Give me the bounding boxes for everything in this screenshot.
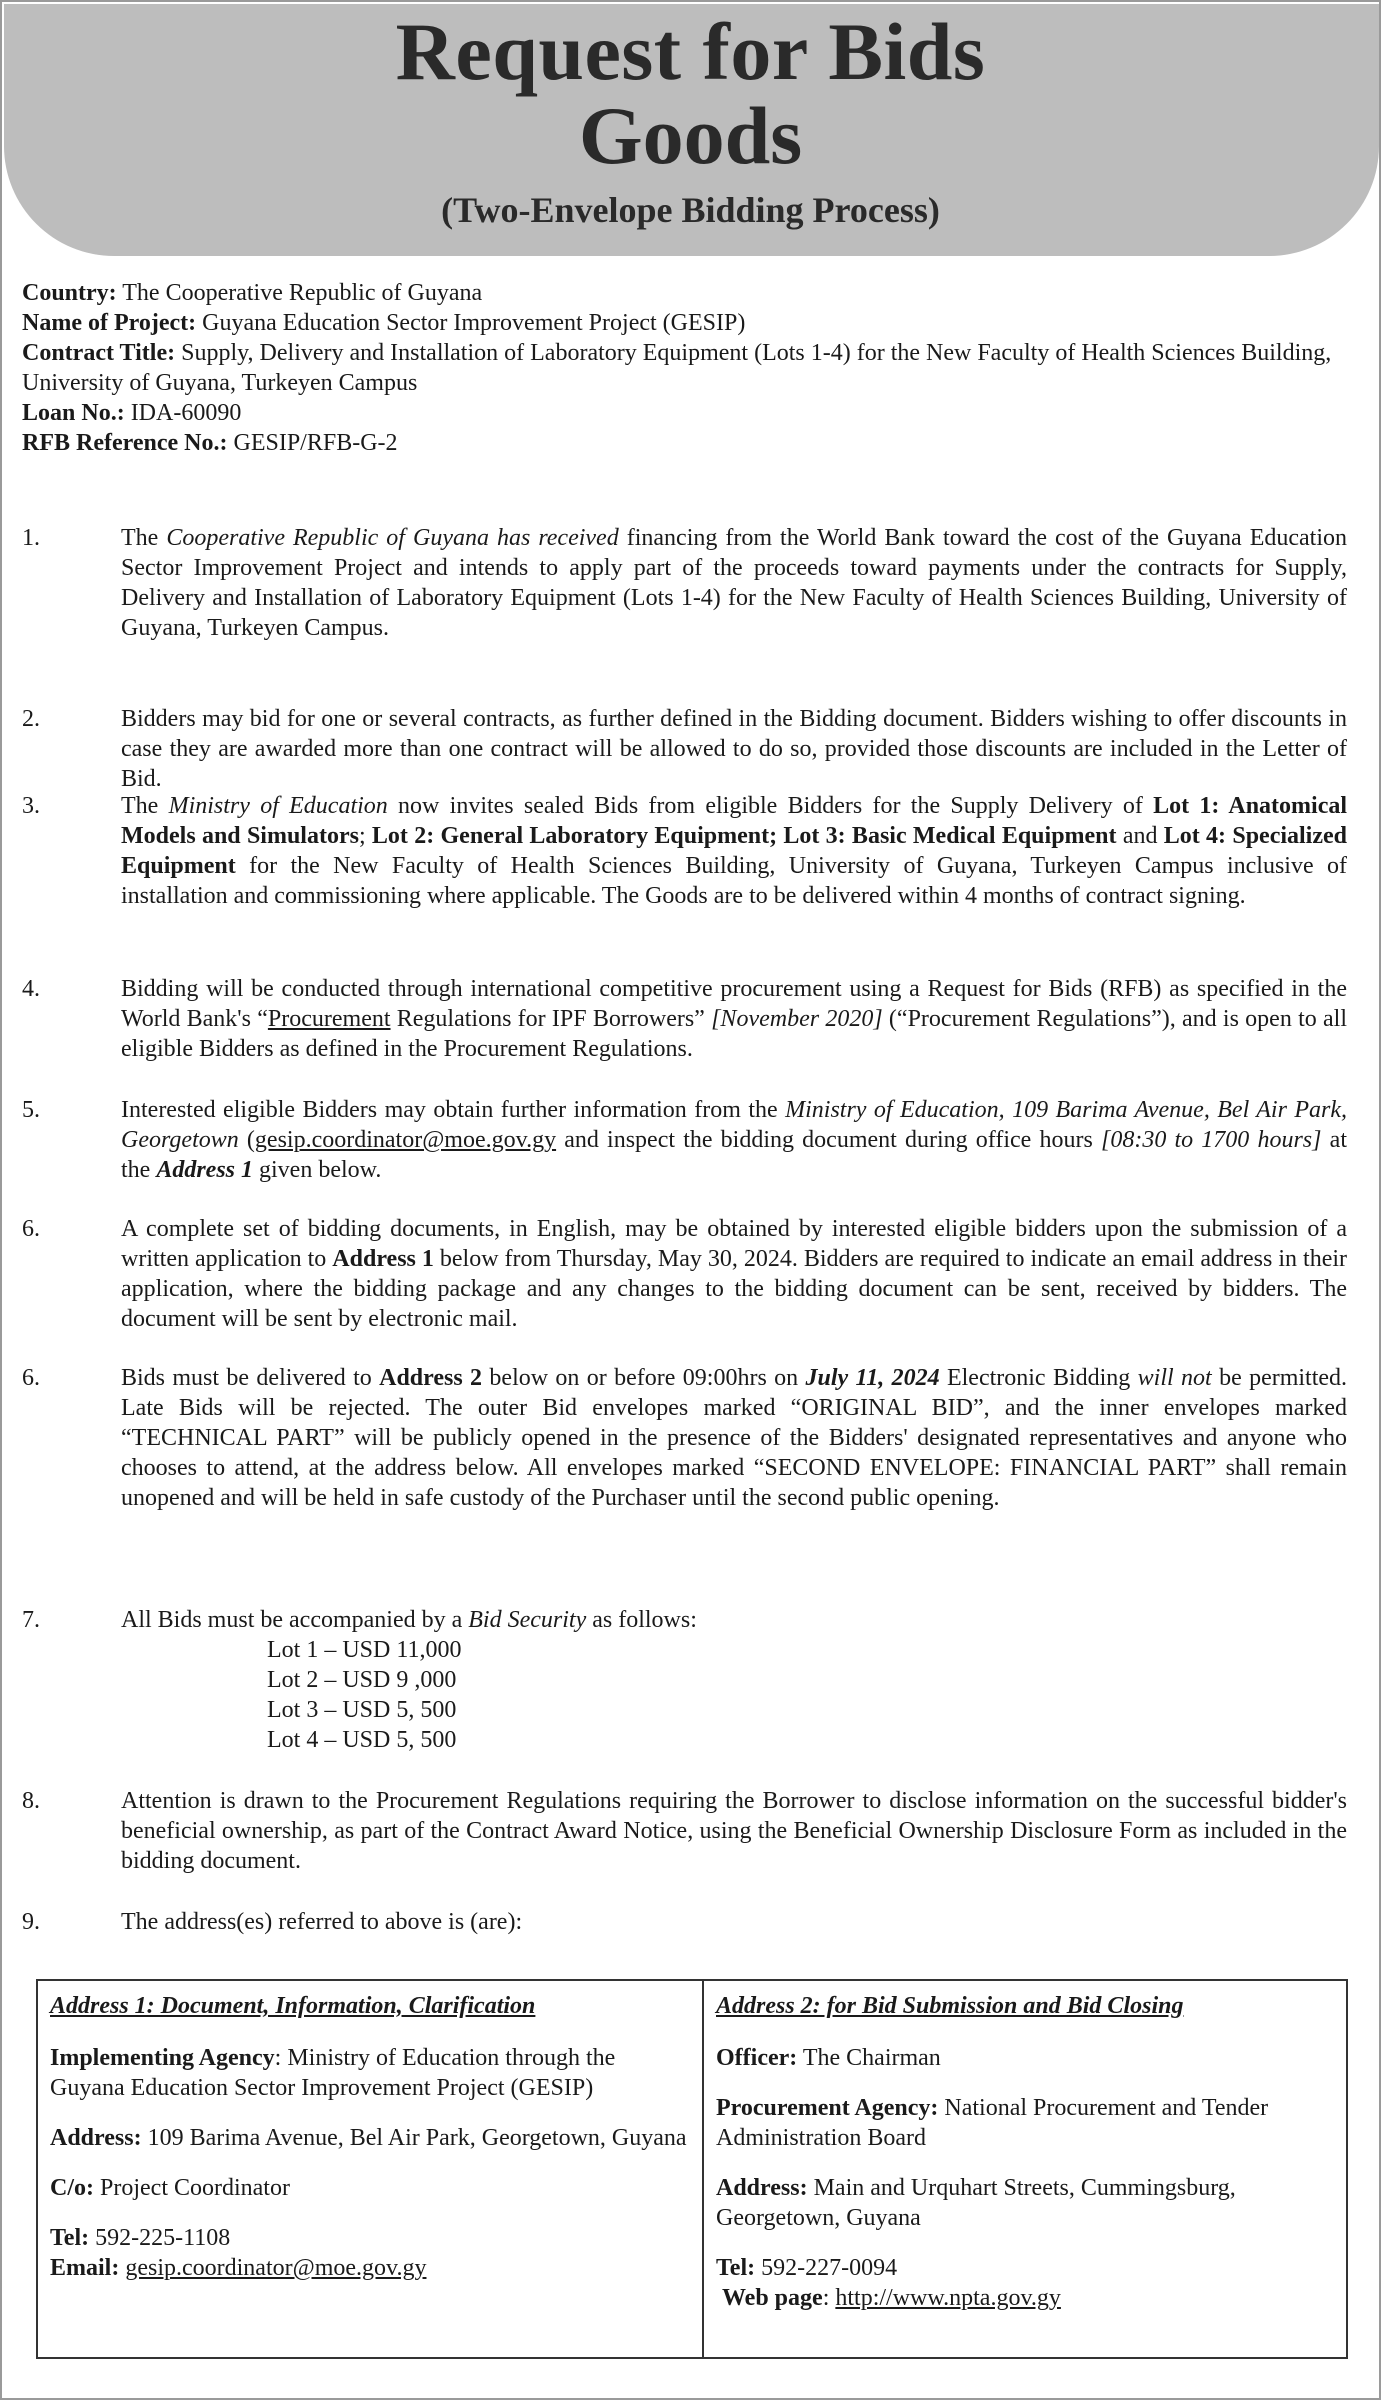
- coordinator-email-link[interactable]: gesip.coordinator@moe.gov.gy: [125, 2255, 427, 2281]
- page-title: Request for Bids: [395, 6, 986, 97]
- title-block: [2, 6, 1379, 232]
- project-details: [22, 278, 1362, 458]
- address-1-street: Address: 109 Barima Avenue, Bel Air Park, Georgetown, Guyana: [50, 2125, 687, 2151]
- paragraph-2: 2. Bidders may bid for one or several contracts, as further defined in the Bidding document. Bidders wishing to offer discounts in case they are awarded more than one contract will be allowed to do so, provided those discounts are included in the Letter of Bid.: [22, 706, 1347, 792]
- paragraph-8: 8. Attention is drawn to the Procurement Regulations requiring the Borrower to disclose information on the successful bidder's beneficial ownership, as part of the Contract Award Notice, using the Beneficial Ownership Disclosure Form as included in the bidding document.: [22, 1788, 1347, 1874]
- project-line: Name of Project: Guyana Education Sector Improvement Project (GESIP): [22, 310, 746, 336]
- paragraph-3: 3. The Ministry of Education now invites sealed Bids from eligible Bidders for the Supply Delivery of Lot 1: Anatomical Models and Simulators; Lot 2: General Laboratory Equipment; Lot 3: Basic Medical Equipment and Lot 4: Specialized Equipment for the New Faculty of Health Sciences Building, University of Guyana, Turkeyen Campus inclusive of installation and commissioning where applicable. The Goods are to be delivered within 4 months of contract signing.: [22, 793, 1348, 909]
- paragraph-6b: 6. Bids must be delivered to Address 2 below on or before 09:00hrs on July 11, 2024 Electronic Bidding will not be permitted. Late Bids will be rejected. The outer Bid envelopes marked “ORIGINAL BID”, and the inner envelopes marked “TECHNICAL PART” will be publicly opened in the presence of the Bidders' designated representatives and anyone who chooses to attend, at the address below. All envelopes marked “SECOND ENVELOPE: FINANCIAL PART” shall remain unopened and will be held in safe custody of the Purchaser until the second public opening.: [22, 1365, 1348, 1511]
- paragraph-6: 6. A complete set of bidding documents, in English, may be obtained by interested eligible bidders upon the submission of a written application to Address 1 below from Thursday, May 30, 2024. Bidders are required to indicate an email address in their application, where the bidding package and any changes to the bidding document can be sent, received by bidders. The document will be sent by electronic mail.: [22, 1216, 1348, 1332]
- address-2-officer: Officer: The Chairman: [716, 2045, 941, 2071]
- address-2-heading: Address 2: for Bid Submission and Bid Closing: [716, 1993, 1184, 2019]
- address-table: [36, 1979, 1348, 2359]
- address-1-tel: Tel: 592-225-1108: [50, 2225, 231, 2251]
- list-item: Lot 1 – USD 11,000: [267, 1637, 462, 1663]
- moe-email-link[interactable]: gesip.coordinator@moe.gov.gy: [254, 1127, 557, 1153]
- country-line: Country: The Cooperative Republic of Guyana: [22, 280, 483, 306]
- paragraph-4: 4. Bidding will be conducted through international competitive procurement using a Request for Bids (RFB) as specified in the World Bank's “Procurement Regulations for IPF Borrowers” [November 2020] (“Procurement Regulations”), and is open to all eligible Bidders as defined in the Procurement Regulations.: [22, 976, 1347, 1062]
- paragraph-9: 9. The address(es) referred to above is (are):: [22, 1909, 523, 1935]
- address-2-column: [704, 1981, 1346, 2357]
- address-2-tel: Tel: 592-227-0094: [716, 2255, 898, 2281]
- implementing-agency: Implementing Agency: Ministry of Education through the Guyana Education Sector Improvement Project (GESIP): [50, 2045, 616, 2101]
- procurement-agency: Procurement Agency: National Procurement and Tender Administration Board: [716, 2095, 1269, 2151]
- address-1-email: Email: gesip.coordinator@moe.gov.gy: [50, 2255, 427, 2281]
- address-2-web: Web page: http://www.npta.gov.gy: [722, 2285, 1061, 2311]
- address-2-street: Address: Main and Urquhart Streets, Cummingsburg, Georgetown, Guyana: [716, 2175, 1236, 2231]
- page-subtitle: (Two-Envelope Bidding Process): [441, 190, 940, 230]
- paragraph-7: 7. All Bids must be accompanied by a Bid Security as follows: Lot 1 – USD 11,000 Lot 2 – USD 9 ,000 Lot 3 – USD 5, 500 Lot 4 – USD 5, 500: [22, 1605, 1347, 1755]
- loan-line: Loan No.: IDA-60090: [22, 400, 242, 426]
- address-1-column: [38, 1981, 704, 2357]
- list-item: Lot 2 – USD 9 ,000: [267, 1667, 457, 1693]
- rfb-line: RFB Reference No.: GESIP/RFB-G-2: [22, 430, 398, 456]
- list-item: Lot 4 – USD 5, 500: [267, 1727, 457, 1753]
- address-1-care-of: C/o: Project Coordinator: [50, 2175, 290, 2201]
- address-1-heading: Address 1: Document, Information, Clarification: [50, 1993, 536, 2019]
- bid-security-list: [267, 1635, 1347, 1755]
- page-title-category: Goods: [578, 90, 803, 181]
- contract-line: Contract Title: Supply, Delivery and Installation of Laboratory Equipment (Lots 1-4) for the New Faculty of Health Sciences Building, University of Guyana, Turkeyen Campus: [22, 340, 1332, 396]
- list-item: Lot 3 – USD 5, 500: [267, 1697, 457, 1723]
- paragraph-1: 1. The Cooperative Republic of Guyana has received financing from the World Bank toward the cost of the Guyana Education Sector Improvement Project and intends to apply part of the proceeds toward payments under the contracts for Supply, Delivery and Installation of Laboratory Equipment (Lots 1-4) for the New Faculty of Health Sciences Building, University of Guyana, Turkeyen Campus.: [22, 525, 1347, 641]
- npta-web-link[interactable]: http://www.npta.gov.gy: [835, 2285, 1061, 2311]
- paragraph-5: 5. Interested eligible Bidders may obtain further information from the Ministry of Education, 109 Barima Avenue, Bel Air Park, Georgetown (gesip.coordinator@moe.gov.gy and inspect the bidding document during office hours [08:30 to 1700 hours] at the Address 1 given below.: [22, 1097, 1348, 1183]
